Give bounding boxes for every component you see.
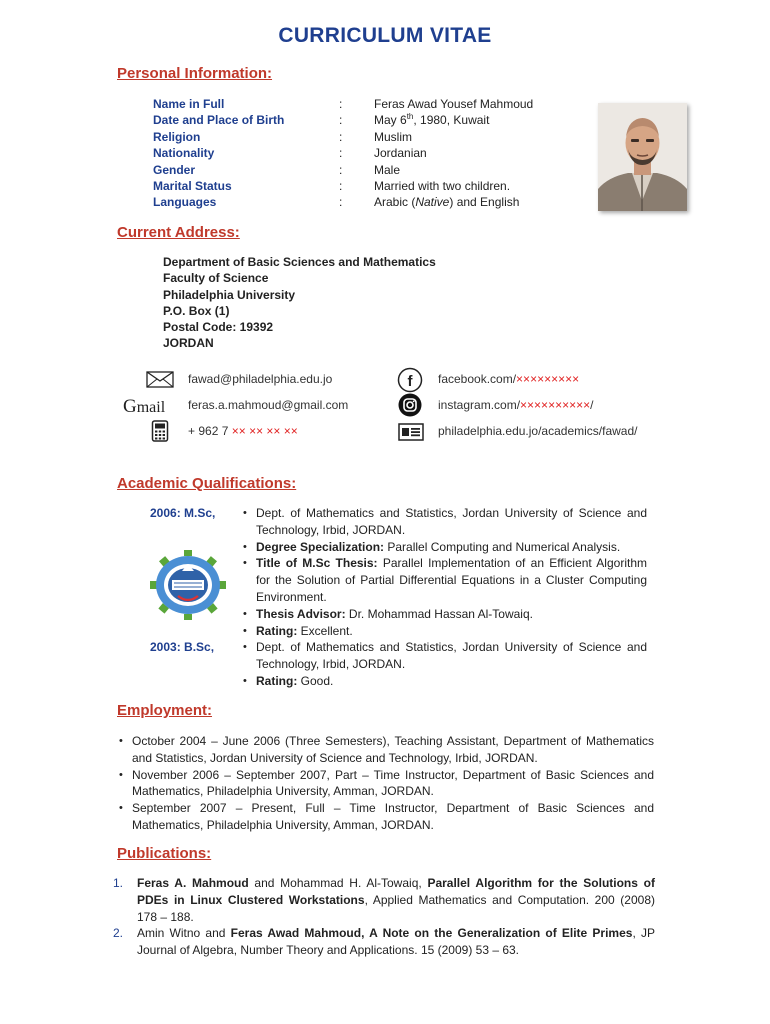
address-line: JORDAN — [163, 336, 214, 351]
publication-reference: , Applied Mathematics and Computation. 200 (2008) 178 – 188. — [137, 892, 655, 924]
value-part: ) and English — [449, 195, 520, 210]
personal-row — [153, 96, 533, 112]
profile-photo — [598, 103, 687, 211]
gmail-icon — [123, 396, 165, 418]
publication-item — [113, 875, 655, 925]
field-separator: : — [339, 162, 343, 177]
field-label: Religion — [153, 129, 201, 144]
field-value: Muslim — [374, 129, 412, 144]
address-block — [163, 254, 436, 352]
publication-author-bold: Feras A. Mahmoud — [137, 876, 249, 890]
publication-item — [113, 925, 655, 959]
field-value — [374, 194, 533, 210]
facebook-hidden: ××××××××× — [516, 372, 580, 386]
field-separator: : — [339, 97, 343, 111]
field-separator: : — [339, 195, 343, 210]
msc-year-label: 2006: M.Sc, — [150, 506, 216, 520]
instagram-icon — [398, 393, 422, 420]
website-card-icon — [398, 423, 424, 444]
item-key: Thesis Advisor: — [256, 606, 346, 621]
publication-title: Parallel Algorithm for the Solutions of PDEs in Linux Clustered Workstations — [137, 876, 655, 907]
address-line: P.O. Box (1) — [163, 303, 230, 318]
section-address-heading: Current Address: — [117, 224, 240, 241]
publication-number: 2. — [113, 926, 124, 941]
phone-prefix: + 962 7 — [188, 424, 232, 438]
university-logo — [146, 550, 230, 620]
personal-row — [153, 129, 533, 145]
publication-authors: and Mohammad H. Al-Towaiq, — [248, 876, 428, 890]
item-value: Dr. Mohammad Hassan Al-Towaiq. — [345, 606, 533, 621]
item-value: Excellent. — [297, 623, 353, 638]
section-personal-heading: Personal Information: — [117, 65, 273, 82]
list-item — [241, 555, 647, 605]
envelope-icon — [146, 371, 174, 391]
list-item: • November 2006 – September 2007, Part – Time Instructor, Department of Basic Sciences and Mathematics, Philadelphia University, Amman, JORDAN. — [117, 767, 654, 801]
list-item — [241, 606, 647, 623]
field-value: Jordanian — [374, 146, 427, 161]
item-key: Degree Specialization: — [256, 539, 385, 554]
field-value: Married with two children. — [374, 179, 511, 194]
instagram-prefix: instagram.com/ — [438, 398, 521, 412]
svg-text:f: f — [407, 373, 413, 390]
personal-row — [153, 112, 533, 128]
field-separator: : — [339, 129, 343, 144]
section-academic-heading: Academic Qualifications: — [117, 475, 297, 492]
list-item — [241, 539, 647, 556]
publications-list — [113, 875, 655, 959]
bsc-year-label: 2003: B.Sc, — [150, 640, 215, 654]
field-value: Male — [374, 162, 401, 177]
personal-row — [153, 145, 533, 161]
address-line: Philadelphia University — [163, 287, 296, 302]
phone-hidden-digits: ×× ×× ×× ×× — [231, 424, 298, 438]
address-line: Faculty of Science — [163, 271, 269, 286]
value-part: May 6 — [374, 113, 407, 128]
instagram-suffix: / — [590, 398, 594, 412]
value-part: , 1980, Kuwait — [413, 113, 490, 128]
section-publications-heading: Publications: — [117, 845, 212, 862]
field-separator: : — [339, 179, 343, 194]
academic-details — [241, 505, 647, 690]
list-item: • Dept. of Mathematics and Statistics, Jordan University of Science and Technology, Irbid, JORDAN. — [241, 639, 647, 673]
publication-authors: Amin Witno and — [137, 926, 231, 941]
item-key: Title of M.Sc Thesis: — [256, 556, 378, 571]
publication-number: 1. — [113, 876, 124, 890]
publication-title: , A Note on the Generalization of Elite Primes — [361, 926, 633, 941]
item-key: Rating: — [256, 673, 298, 688]
page-title: CURRICULUM VITAE — [278, 24, 492, 47]
field-label: Languages — [153, 195, 217, 210]
field-value: Feras Awad Yousef Mahmoud — [374, 97, 534, 111]
phone-icon — [151, 420, 169, 445]
contact-phone[interactable] — [188, 424, 298, 438]
address-line: Postal Code: 19392 — [163, 320, 274, 335]
contact-email-gmail[interactable]: feras.a.mahmoud@gmail.com — [188, 398, 349, 412]
contact-website[interactable]: philadelphia.edu.jo/academics/fawad/ — [438, 424, 638, 438]
contact-instagram[interactable] — [438, 398, 593, 412]
contact-facebook[interactable] — [438, 372, 579, 386]
field-label: Name in Full — [153, 97, 225, 111]
gmail-icon-text: mail — [136, 399, 166, 416]
value-emphasis: Native — [415, 195, 450, 210]
value-part: Arabic ( — [374, 195, 416, 210]
personal-info-table — [153, 96, 533, 211]
field-label: Marital Status — [153, 179, 232, 194]
facebook-prefix: facebook.com/ — [438, 372, 517, 386]
field-label: Nationality — [153, 146, 215, 161]
item-key: Rating: — [256, 623, 298, 638]
address-line: Department of Basic Sciences and Mathematics — [163, 255, 436, 269]
publication-reference: , JP Journal of Algebra, Number Theory and Applications. 15 (2009) 53 – 63. — [137, 926, 655, 958]
publication-author-bold: Feras Awad Mahmoud — [230, 926, 362, 941]
list-item: • Dept. of Mathematics and Statistics, Jordan University of Science and Technology, Irbid, JORDAN. — [241, 505, 647, 539]
item-value: Good. — [297, 673, 334, 688]
field-separator: : — [339, 113, 343, 128]
contact-email-primary[interactable]: fawad@philadelphia.edu.jo — [188, 372, 333, 386]
facebook-icon — [397, 367, 423, 396]
value-superscript: th — [406, 112, 414, 122]
list-item — [241, 673, 647, 690]
field-value — [374, 112, 533, 128]
personal-row — [153, 194, 533, 210]
field-separator: : — [339, 146, 343, 161]
list-item: • October 2004 – June 2006 (Three Semesters), Teaching Assistant, Department of Mathematics and Statistics, Jordan University of Science and Technology, Irbid, JORDAN. — [117, 733, 654, 767]
personal-row — [153, 178, 533, 194]
field-label: Date and Place of Birth — [153, 113, 285, 128]
field-label: Gender — [153, 162, 196, 177]
employment-list — [117, 733, 654, 834]
personal-row — [153, 162, 533, 178]
item-value: Parallel Computing and Numerical Analysis. — [384, 539, 621, 554]
section-employment-heading: Employment: — [117, 702, 213, 719]
item-value: Parallel Implementation of an Efficient Algorithm for the Solution of Partial Differential Equations in a Cluster Computing Environment. — [256, 556, 647, 604]
list-item: • September 2007 – Present, Full – Time Instructor, Department of Basic Sciences and Mathematics, Philadelphia University, Amman, JORDAN. — [117, 800, 654, 834]
instagram-hidden: ×××××××××× — [520, 398, 591, 412]
gmail-icon-letter: G — [123, 396, 137, 417]
list-item — [241, 623, 647, 640]
